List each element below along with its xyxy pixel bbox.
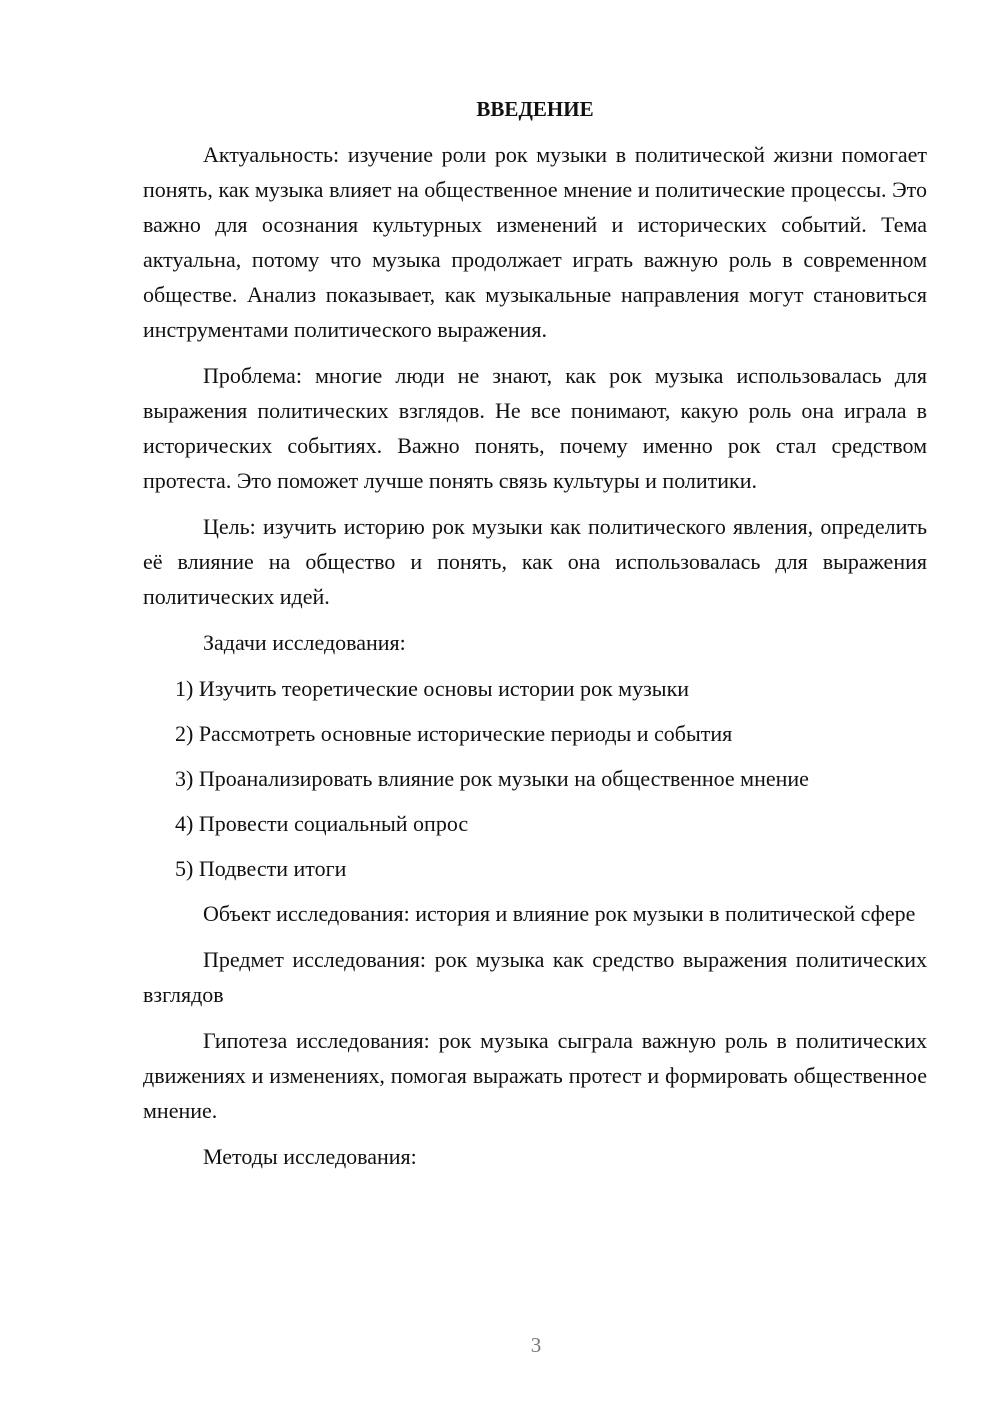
hypothesis-paragraph: Гипотеза исследования: рок музыка сыграла важную роль в политических движениях и изменениях, помогая выражать протест и формировать общественное мнение. bbox=[143, 1028, 927, 1123]
goal-paragraph: Цель: изучить историю рок музыки как политического явления, определить её влияние на общество и понять, как она использовалась для выражения политических идей. bbox=[143, 514, 927, 609]
problem-paragraph: Проблема: многие люди не знают, как рок музыка использовалась для выражения политических взглядов. Не все понимают, какую роль она играла в исторических событиях. Важно понять, почему именно рок стал средством протеста. Это поможет лучше понять связь культуры и политики. bbox=[143, 363, 927, 493]
list-item: 3) Проанализировать влияние рок музыки на общественное мнение bbox=[175, 766, 809, 791]
document-page bbox=[143, 92, 927, 1185]
list-item: 1) Изучить теоретические основы истории рок музыки bbox=[175, 676, 690, 701]
list-item: 4) Провести социальный опрос bbox=[175, 811, 469, 836]
relevance-paragraph: Актуальность: изучение роли рок музыки в политической жизни помогает понять, как музыка влияет на общественное мнение и политические процессы. Это важно для осознания культурных изменений и исторических событий. Тема актуальна, потому что музыка продолжает играть важную роль в современном обществе. Анализ показывает, как музыкальные направления могут становиться инструментами политического выражения. bbox=[143, 142, 927, 342]
methods-paragraph: Методы исследования: bbox=[203, 1144, 417, 1169]
object-paragraph: Объект исследования: история и влияние рок музыки в политической сфере bbox=[203, 901, 916, 926]
list-item: 2) Рассмотреть основные исторические периоды и события bbox=[175, 721, 733, 746]
subject-paragraph: Предмет исследования: рок музыка как средство выражения политических взглядов bbox=[143, 947, 927, 1007]
section-heading: ВВЕДЕНИЕ bbox=[476, 97, 594, 121]
list-item: 5) Подвести итоги bbox=[175, 856, 347, 881]
tasks-list bbox=[143, 671, 927, 886]
page-number: 3 bbox=[530, 1333, 542, 1357]
tasks-title: Задачи исследования: bbox=[203, 630, 406, 655]
